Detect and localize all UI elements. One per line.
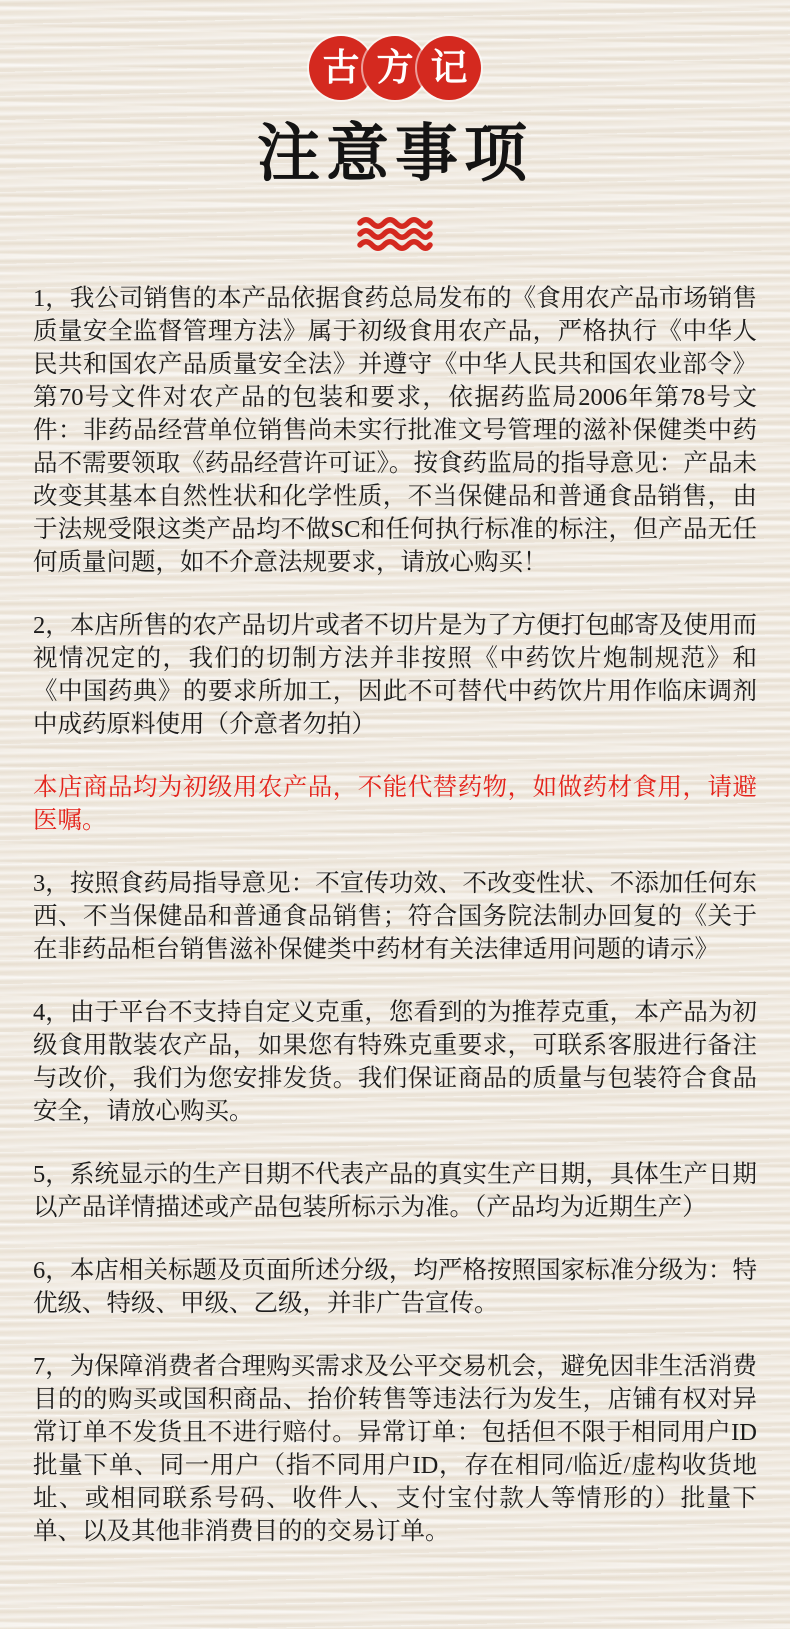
- notice-paragraph: 3，按照食药局指导意见：不宣传功效、不改变性状、不添加任何东西、不当保健品和普通食品销售；符合国务院法制办回复的《关于在非药品柜台销售滋补保健类中药材有关法律适用问题的请示》: [33, 870, 757, 963]
- page-title: 注意事项: [257, 119, 533, 189]
- notice-list: [0, 254, 790, 1548]
- notice-warning-red: 本店商品均为初级用农产品，不能代替药物，如做药材食用，请避医嘱。: [33, 774, 757, 834]
- notice-paragraph: 6，本店相关标题及页面所述分级，均严格按照国家标准分级为：特优级、特级、甲级、乙级，并非广告宣传。: [33, 1257, 757, 1317]
- logo-character-2: 方: [376, 47, 414, 89]
- logo-character-1: 古: [322, 47, 360, 89]
- notice-paragraph: 5，系统显示的生产日期不代表产品的真实生产日期，具体生产日期以产品详情描述或产品包装所标示为准。（产品均为近期生产）: [33, 1161, 757, 1221]
- notice-paragraph: 7，为保障消费者合理购买需求及公平交易机会，避免因非生活消费目的的购买或国积商品、抬价转售等违法行为发生，店铺有权对异常订单不发货且不进行赔付。异常订单：包括但不限于相同用户ID批量下单、同一用户（指不同用户ID，存在相同/临近/虚构收货地址、或相同联系号码、收件人、支付宝付款人等情形的）批量下单、以及其他非消费目的的交易订单。: [33, 1353, 757, 1545]
- logo-character-3: 记: [430, 47, 468, 89]
- notice-paragraph: 4，由于平台不支持自定义克重，您看到的为推荐克重，本产品为初级食用散装农产品，如果您有特殊克重要求，可联系客服进行备注与改价，我们为您安排发货。我们保证商品的质量与包装符合食品安全，请放心购买。: [33, 999, 757, 1125]
- notice-paragraph: 1，我公司销售的本产品依据食药总局发布的《食用农产品市场销售质量安全监督管理方法》属于初级食用农产品，严格执行《中华人民共和国农产品质量安全法》并遵守《中华人民共和国农业部令》第70号文件对农产品的包装和要求，依据药监局2006年第78号文件：非药品经营单位销售尚未实行批准文号管理的滋补保健类中药品不需要领取《药品经营许可证》。按食药监局的指导意见：产品未改变其基本自然性状和化学性质，不当保健品和普通食品销售，由于法规受限这类产品均不做SC和任何执行标准的标注，但产品无任何质量问题，如不介意法规要求，请放心购买！: [33, 285, 757, 576]
- page-header: [0, 0, 790, 254]
- brand-logo: [0, 36, 790, 100]
- logo-circle-3: [417, 36, 481, 100]
- notice-paragraph: 2，本店所售的农产品切片或者不切片是为了方便打包邮寄及使用而视情况定的，我们的切制方法并非按照《中药饮片炮制规范》和《中国药典》的要求所加工，因此不可替代中药饮片用作临床调剂中成药原料使用（介意者勿拍）: [33, 612, 757, 738]
- triple-wave-icon: [0, 216, 790, 254]
